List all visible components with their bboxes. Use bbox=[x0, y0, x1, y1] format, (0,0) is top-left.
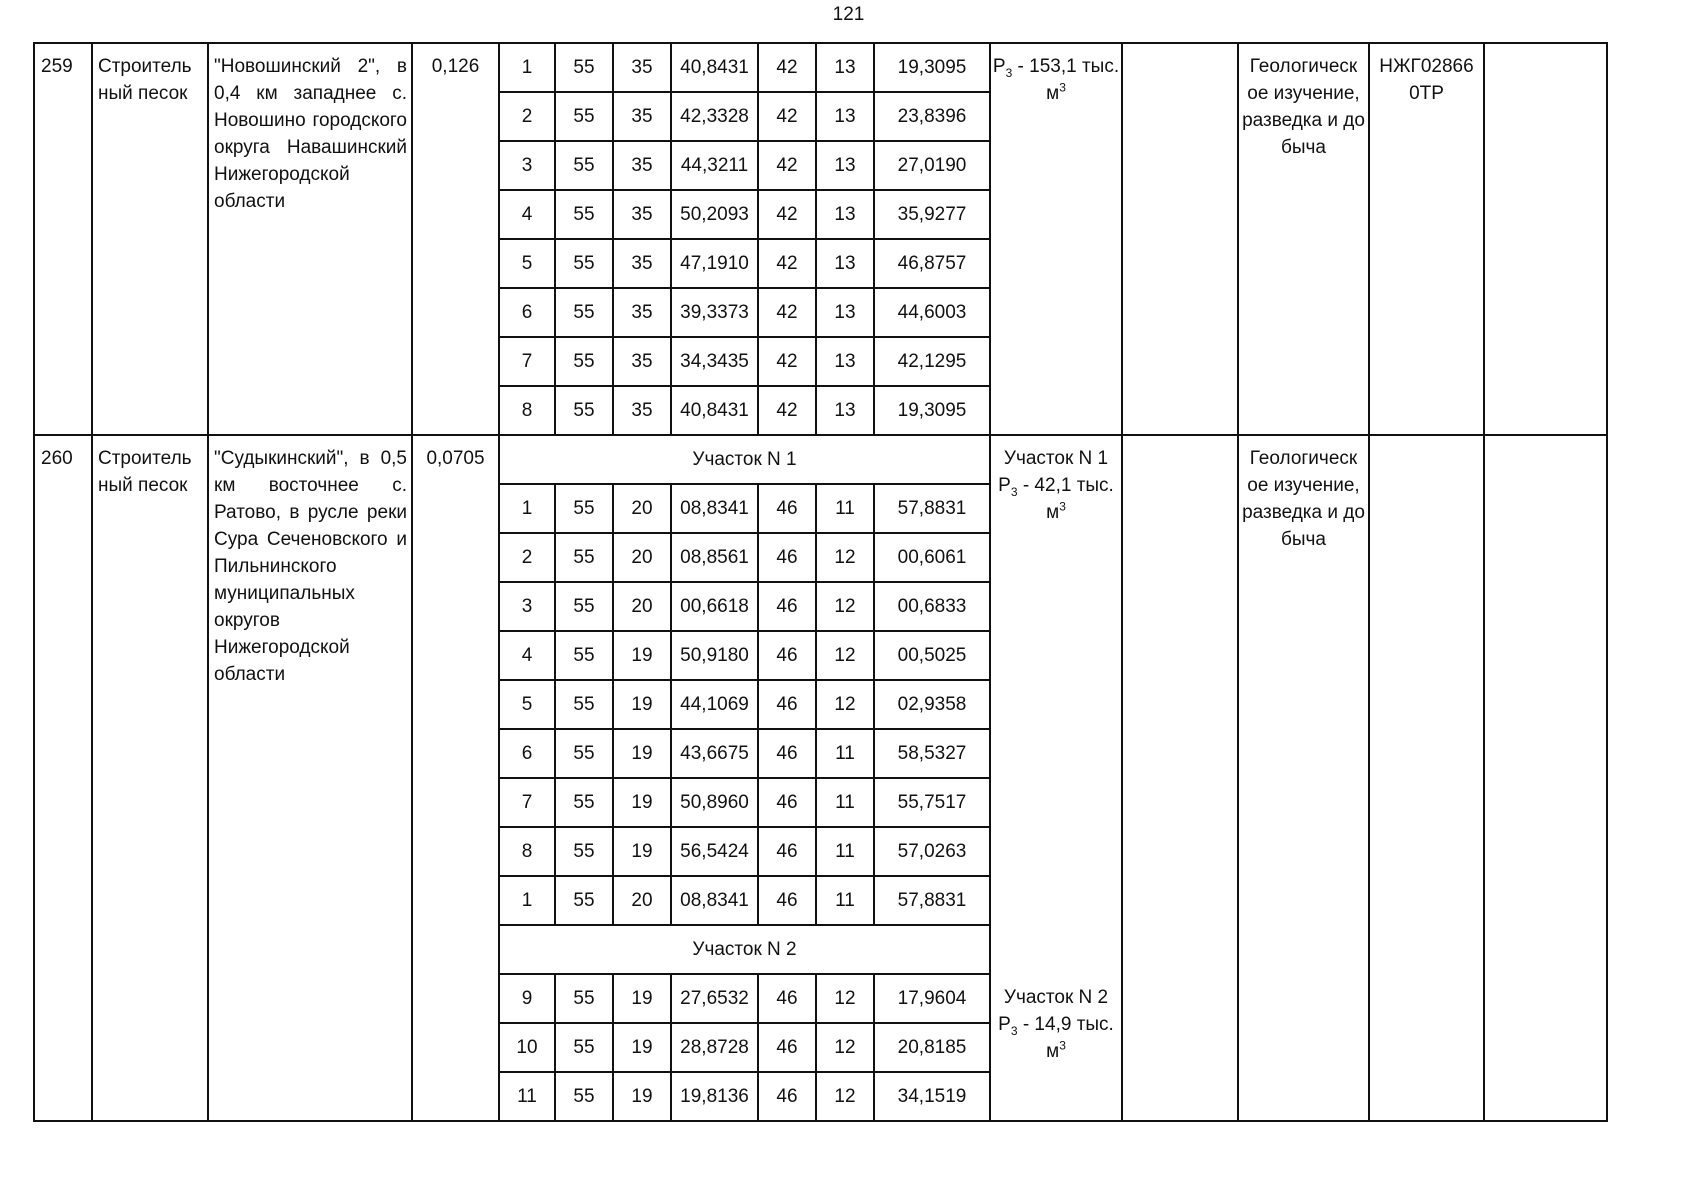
row-260-plot-2-point-3-col-4: 19,8136 bbox=[680, 1086, 749, 1107]
row-260-resources-plot-1-unit-power: 3 bbox=[1059, 499, 1066, 514]
row-260-resources-plot-2 bbox=[990, 974, 1122, 1121]
row-259-usage-type: Геологическ ое изучение, разведка и добыча bbox=[1242, 56, 1365, 158]
row-260-plot-1-point-7-col-7: 55,7517 bbox=[897, 792, 967, 813]
row-259-point-4-col-5: 42 bbox=[776, 204, 798, 225]
table-grid-line bbox=[1121, 42, 1123, 1122]
row-259-point-7-col-7: 42,1295 bbox=[897, 351, 967, 372]
row-260-plot-1-point-3-col-2: 55 bbox=[573, 596, 595, 617]
row-260-plot-2-point-2-col-4: 28,8728 bbox=[680, 1037, 749, 1058]
row-260-plot-2-point-3-col-3: 19 bbox=[631, 1086, 653, 1107]
row-259-point-6-col-7: 44,6003 bbox=[897, 302, 967, 323]
row-259-point-1-col-1: 1 bbox=[521, 57, 533, 78]
row-259-point-2-col-1: 2 bbox=[521, 106, 533, 127]
table-grid-line bbox=[989, 42, 991, 1122]
row-260-resources-plot-2-plot-title: Участок N 2 bbox=[1003, 987, 1109, 1008]
row-260-resources-plot-1-plot-title: Участок N 1 bbox=[1003, 448, 1109, 469]
row-260-plot-1-point-6-col-3: 19 bbox=[631, 743, 653, 764]
table-grid-line bbox=[1483, 42, 1485, 1122]
row-259-point-1-col-2: 55 bbox=[573, 57, 595, 78]
row-259-mineral-line-2: ный песок bbox=[98, 83, 188, 104]
row-259-license-line-2: 0ТР bbox=[1409, 83, 1444, 104]
table-grid-line bbox=[411, 42, 413, 1122]
row-260-mineral-line-2: ный песок bbox=[98, 475, 188, 496]
row-260-resources-plot-1-estimate bbox=[990, 472, 1122, 526]
row-259-point-8-col-7: 19,3095 bbox=[897, 400, 967, 421]
row-259-point-5-col-7: 46,8757 bbox=[897, 253, 967, 274]
row-259-point-4-col-7: 35,9277 bbox=[897, 204, 967, 225]
table-grid-line bbox=[1237, 42, 1239, 1122]
row-260-plot-1-point-4-col-6: 12 bbox=[834, 645, 856, 666]
row-260-plot-2-point-1-col-2: 55 bbox=[573, 988, 595, 1009]
row-260-plot-2-point-1-col-1: 9 bbox=[521, 988, 533, 1009]
row-260-plot-1-point-6-col-1: 6 bbox=[521, 743, 533, 764]
table-grid-line bbox=[207, 42, 209, 1122]
row-260-resources-plot-2-volume: - 14,9 тыс. м bbox=[1017, 1014, 1114, 1062]
row-259-point-3-col-4: 44,3211 bbox=[680, 155, 749, 176]
row-260-plot-1-point-2-col-7: 00,6061 bbox=[897, 547, 967, 568]
row-259-resources-estimate bbox=[990, 53, 1122, 107]
row-260-plot-1-point-2-col-6: 12 bbox=[834, 547, 856, 568]
row-259-point-5-col-4: 47,1910 bbox=[680, 253, 749, 274]
row-260-plot-1-point-8-col-4: 56,5424 bbox=[680, 841, 749, 862]
row-260-plot-1-point-2-col-4: 08,8561 bbox=[680, 547, 749, 568]
row-259-mineral-line-1: Строитель bbox=[98, 56, 192, 77]
row-259-point-6-col-6: 13 bbox=[834, 302, 856, 323]
row-260-plot-1-point-1-col-2: 55 bbox=[573, 498, 595, 519]
row-259-point-6-col-3: 35 bbox=[631, 302, 653, 323]
table-grid-line bbox=[1368, 42, 1370, 1122]
row-260-plot-1-point-5-col-7: 02,9358 bbox=[897, 694, 967, 715]
row-260-plot-1-point-8-col-7: 57,0263 bbox=[897, 841, 967, 862]
row-259-point-2-col-3: 35 bbox=[631, 106, 653, 127]
table-top-border bbox=[33, 42, 1608, 44]
row-259-point-8-col-5: 42 bbox=[776, 400, 798, 421]
row-260-plot-1-point-9-col-1: 1 bbox=[521, 890, 533, 911]
row-separator bbox=[33, 434, 1608, 436]
row-259-point-6-col-4: 39,3373 bbox=[680, 302, 749, 323]
row-260-plot-1-point-2-col-1: 2 bbox=[521, 547, 533, 568]
row-260-plot-1-point-5-col-6: 12 bbox=[834, 694, 856, 715]
row-260-plot-1-point-2-col-5: 46 bbox=[776, 547, 798, 568]
row-260-plot-1-point-6-col-6: 11 bbox=[835, 743, 855, 764]
row-260-plot-1-point-7-col-2: 55 bbox=[573, 792, 595, 813]
row-260-plot-1-point-9-col-5: 46 bbox=[776, 890, 798, 911]
row-259-point-3-col-2: 55 bbox=[573, 155, 595, 176]
row-259-point-8-col-1: 8 bbox=[521, 400, 533, 421]
row-260-plot-1-point-4-col-2: 55 bbox=[573, 645, 595, 666]
table-grid-line bbox=[757, 973, 759, 1122]
row-260-plot-1-point-9-col-4: 08,8341 bbox=[680, 890, 749, 911]
row-259-number: 259 bbox=[41, 56, 73, 77]
row-260-plot-2-point-1-col-5: 46 bbox=[776, 988, 798, 1009]
row-260-plot-1-header: Участок N 1 bbox=[692, 449, 797, 470]
row-260-plot-2-point-1-col-6: 12 bbox=[834, 988, 856, 1009]
row-260-plot-1-point-2-col-2: 55 bbox=[573, 547, 595, 568]
row-260-area: 0,0705 bbox=[426, 448, 485, 469]
row-260-number: 260 bbox=[41, 448, 73, 469]
table-grid-line bbox=[670, 973, 672, 1122]
table-grid-line bbox=[670, 483, 672, 926]
table-grid-line bbox=[498, 42, 500, 1122]
row-259-point-1-col-5: 42 bbox=[776, 57, 798, 78]
row-259-mineral bbox=[92, 43, 208, 435]
row-260-resources-plot-2-estimate bbox=[990, 1011, 1122, 1065]
row-260-plot-1-point-3-col-7: 00,6833 bbox=[897, 596, 967, 617]
row-260-plot-1-point-6-col-5: 46 bbox=[776, 743, 798, 764]
row-260-plot-1-point-3-col-1: 3 bbox=[521, 596, 533, 617]
row-260-plot-2-point-3-col-7: 34,1519 bbox=[897, 1086, 967, 1107]
row-259-location: "Новошинский 2", в 0,4 км западнее с. Новошино городского округа Навашинский Нижегородской области bbox=[214, 56, 407, 212]
row-259-point-5-col-3: 35 bbox=[631, 253, 653, 274]
row-259-point-4-col-1: 4 bbox=[521, 204, 533, 225]
table-grid-line bbox=[1606, 42, 1608, 1122]
table-grid-line bbox=[815, 42, 817, 436]
row-259-point-8-col-4: 40,8431 bbox=[680, 400, 749, 421]
row-260-plot-2-point-3-col-5: 46 bbox=[776, 1086, 798, 1107]
row-260-plot-1-point-3-col-4: 00,6618 bbox=[680, 596, 749, 617]
row-259-point-6-col-5: 42 bbox=[776, 302, 798, 323]
row-260-plot-1-point-4-col-7: 00,5025 bbox=[897, 645, 967, 666]
row-260-plot-1-point-8-col-1: 8 bbox=[521, 841, 533, 862]
row-260-plot-1-point-5-col-2: 55 bbox=[573, 694, 595, 715]
table-grid-line bbox=[815, 483, 817, 926]
row-259-point-3-col-5: 42 bbox=[776, 155, 798, 176]
table-grid-line bbox=[554, 42, 556, 436]
row-259-point-4-col-6: 13 bbox=[834, 204, 856, 225]
row-259-point-3-col-6: 13 bbox=[834, 155, 856, 176]
table-grid-line bbox=[554, 483, 556, 926]
row-260-plot-2-header: Участок N 2 bbox=[692, 939, 797, 960]
row-260-plot-2-point-2-col-3: 19 bbox=[631, 1037, 653, 1058]
row-259-point-5-col-6: 13 bbox=[834, 253, 856, 274]
row-259-point-7-col-1: 7 bbox=[521, 351, 533, 372]
row-259-point-3-col-3: 35 bbox=[631, 155, 653, 176]
row-260-plot-1-point-1-col-6: 11 bbox=[835, 498, 855, 519]
row-260-mineral-line-1: Строитель bbox=[98, 448, 192, 469]
row-259-point-7-col-6: 13 bbox=[834, 351, 856, 372]
row-260-plot-1-point-5-col-5: 46 bbox=[776, 694, 798, 715]
row-260-plot-1-point-1-col-7: 57,8831 bbox=[897, 498, 967, 519]
row-260-mineral bbox=[92, 435, 208, 1121]
row-259-point-8-col-2: 55 bbox=[573, 400, 595, 421]
row-260-resources-plot-1-category-letter: P bbox=[998, 475, 1011, 496]
row-260-plot-1-point-3-col-3: 20 bbox=[631, 596, 653, 617]
row-260-usage-type: Геологическ ое изучение, разведка и добыча bbox=[1242, 448, 1365, 550]
row-259-point-7-col-4: 34,3435 bbox=[680, 351, 749, 372]
table-grid-line bbox=[612, 42, 614, 436]
row-259-point-4-col-3: 35 bbox=[631, 204, 653, 225]
row-259-point-5-col-5: 42 bbox=[776, 253, 798, 274]
row-259-resources bbox=[990, 43, 1122, 435]
row-260-plot-1-point-3-col-6: 12 bbox=[834, 596, 856, 617]
row-260-plot-2-point-1-col-4: 27,6532 bbox=[680, 988, 749, 1009]
row-260-plot-1-point-1-col-3: 20 bbox=[631, 498, 653, 519]
row-260-plot-1-point-6-col-2: 55 bbox=[573, 743, 595, 764]
row-260-plot-1-point-2-col-3: 20 bbox=[631, 547, 653, 568]
row-259-point-1-col-3: 35 bbox=[631, 57, 653, 78]
row-259-point-2-col-4: 42,3328 bbox=[680, 106, 749, 127]
row-259-point-8-col-3: 35 bbox=[631, 400, 653, 421]
row-260-plot-2-point-2-col-7: 20,8185 bbox=[897, 1037, 967, 1058]
row-260-plot-1-point-5-col-1: 5 bbox=[521, 694, 533, 715]
row-260-resources-plot-2-category-index: 3 bbox=[1010, 1023, 1018, 1038]
table-grid-line bbox=[815, 973, 817, 1122]
row-259-point-8-col-6: 13 bbox=[834, 400, 856, 421]
row-259-point-2-col-2: 55 bbox=[573, 106, 595, 127]
row-259-point-6-col-2: 55 bbox=[573, 302, 595, 323]
row-260-plot-1-point-7-col-6: 11 bbox=[835, 792, 855, 813]
row-260-resources-plot-1-category-index: 3 bbox=[1010, 484, 1018, 499]
row-260-plot-1-point-1-col-4: 08,8341 bbox=[680, 498, 749, 519]
row-260-resources-plot-2-unit-power: 3 bbox=[1059, 1038, 1066, 1053]
row-259-resources-unit-power: 3 bbox=[1059, 80, 1066, 95]
row-260-plot-1-point-4-col-1: 4 bbox=[521, 645, 533, 666]
row-260-plot-1-point-9-col-3: 20 bbox=[631, 890, 653, 911]
row-260-plot-1-point-7-col-3: 19 bbox=[631, 792, 653, 813]
table-grid-line bbox=[91, 42, 93, 1122]
row-260-plot-1-point-6-col-4: 43,6675 bbox=[680, 743, 749, 764]
row-260-plot-2-point-3-col-6: 12 bbox=[834, 1086, 856, 1107]
row-259-point-3-col-1: 3 bbox=[521, 155, 533, 176]
row-260-plot-1-point-9-col-2: 55 bbox=[573, 890, 595, 911]
row-260-plot-2-point-3-col-1: 11 bbox=[517, 1086, 537, 1107]
row-260-plot-1-point-8-col-2: 55 bbox=[573, 841, 595, 862]
subsoil-registry-table bbox=[34, 43, 1607, 1124]
row-259-resources-category-letter: P bbox=[992, 56, 1006, 77]
row-260-plot-1-point-5-col-3: 19 bbox=[631, 694, 653, 715]
row-259-point-1-col-7: 19,3095 bbox=[897, 57, 967, 78]
row-260-plot-2-point-2-col-6: 12 bbox=[834, 1037, 856, 1058]
row-259-license-line-1: НЖГ02866 bbox=[1379, 56, 1474, 77]
row-259-point-5-col-1: 5 bbox=[521, 253, 533, 274]
row-260-plot-2-point-3-col-2: 55 bbox=[573, 1086, 595, 1107]
row-260-plot-2-point-2-col-2: 55 bbox=[573, 1037, 595, 1058]
row-259-point-2-col-6: 13 bbox=[834, 106, 856, 127]
row-260-plot-2-point-1-col-7: 17,9604 bbox=[897, 988, 967, 1009]
row-260-plot-1-point-8-col-3: 19 bbox=[631, 841, 653, 862]
row-260-plot-2-point-2-col-1: 10 bbox=[516, 1037, 538, 1058]
table-grid-line bbox=[612, 483, 614, 926]
row-259-point-1-col-6: 13 bbox=[834, 57, 856, 78]
row-260-plot-1-point-5-col-4: 44,1069 bbox=[680, 694, 749, 715]
row-259-point-2-col-5: 42 bbox=[776, 106, 798, 127]
table-bottom-border bbox=[33, 1120, 1608, 1122]
row-260-plot-1-point-8-col-5: 46 bbox=[776, 841, 798, 862]
page-number: 121 bbox=[832, 4, 865, 25]
row-260-plot-1-point-4-col-4: 50,9180 bbox=[680, 645, 749, 666]
table-grid-line bbox=[873, 973, 875, 1122]
row-260-plot-1-point-1-col-5: 46 bbox=[776, 498, 798, 519]
row-260-resources-plot-1 bbox=[990, 435, 1122, 925]
row-259-point-6-col-1: 6 bbox=[521, 302, 533, 323]
row-259-license bbox=[1369, 43, 1484, 435]
row-260-resources-plot-2-category-letter: P bbox=[998, 1014, 1011, 1035]
row-259-point-7-col-2: 55 bbox=[573, 351, 595, 372]
row-259-point-7-col-5: 42 bbox=[776, 351, 798, 372]
table-grid-line bbox=[612, 973, 614, 1122]
row-260-plot-1-point-7-col-1: 7 bbox=[521, 792, 533, 813]
row-260-plot-1-point-4-col-5: 46 bbox=[776, 645, 798, 666]
row-260-plot-1-point-4-col-3: 19 bbox=[631, 645, 653, 666]
row-260-plot-2-point-2-col-5: 46 bbox=[776, 1037, 798, 1058]
row-259-point-7-col-3: 35 bbox=[631, 351, 653, 372]
table-grid-line bbox=[873, 483, 875, 926]
row-260-resources-plot-1-volume: - 42,1 тыс. м bbox=[1017, 475, 1114, 523]
row-260-plot-1-point-7-col-5: 46 bbox=[776, 792, 798, 813]
row-260-plot-1-point-7-col-4: 50,8960 bbox=[680, 792, 749, 813]
row-259-point-1-col-4: 40,8431 bbox=[680, 57, 749, 78]
row-260-plot-1-point-8-col-6: 11 bbox=[835, 841, 855, 862]
row-260-license bbox=[1369, 435, 1484, 1121]
row-260-plot-1-point-3-col-5: 46 bbox=[776, 596, 798, 617]
row-259-point-5-col-2: 55 bbox=[573, 253, 595, 274]
row-260-plot-2-point-1-col-3: 19 bbox=[631, 988, 653, 1009]
row-260-location: "Судыкинский", в 0,5 км восточнее с. Ратово, в русле реки Сура Сеченовского и Пильнинского муниципальных округов Нижегородской области bbox=[214, 448, 407, 685]
table-grid-line bbox=[757, 483, 759, 926]
row-260-plot-1-point-9-col-7: 57,8831 bbox=[897, 890, 967, 911]
table-grid-line bbox=[33, 42, 35, 1122]
row-259-resources-category-index: 3 bbox=[1005, 65, 1013, 80]
row-259-area: 0,126 bbox=[431, 56, 480, 77]
row-260-plot-1-point-6-col-7: 58,5327 bbox=[897, 743, 967, 764]
row-259-point-4-col-2: 55 bbox=[573, 204, 595, 225]
table-grid-line bbox=[554, 973, 556, 1122]
row-260-plot-1-point-1-col-1: 1 bbox=[521, 498, 533, 519]
table-grid-line bbox=[670, 42, 672, 436]
row-259-point-4-col-4: 50,2093 bbox=[680, 204, 749, 225]
row-260-plot-1-point-9-col-6: 11 bbox=[835, 890, 855, 911]
row-259-point-3-col-7: 27,0190 bbox=[897, 155, 967, 176]
table-grid-line bbox=[873, 42, 875, 436]
row-259-point-2-col-7: 23,8396 bbox=[897, 106, 967, 127]
row-259-resources-volume: - 153,1 тыс. м bbox=[1012, 56, 1120, 104]
table-grid-line bbox=[757, 42, 759, 436]
